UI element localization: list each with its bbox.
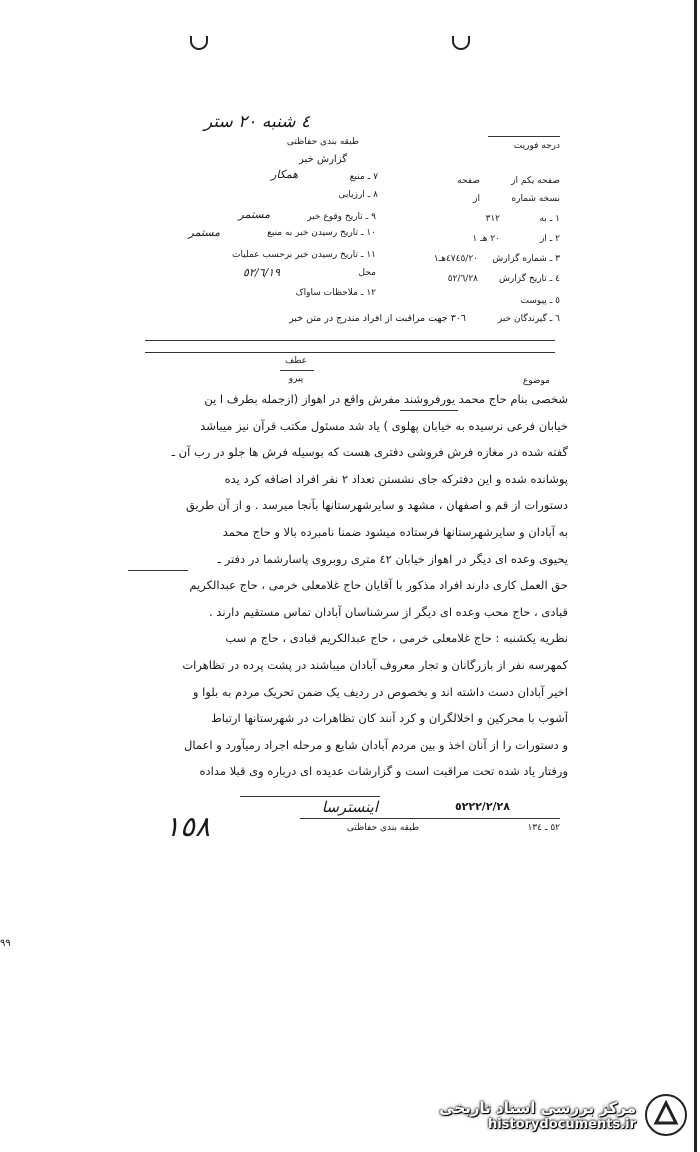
field-11-label: ١١ ـ تاریخ رسیدن خبر برحسب عملیات bbox=[232, 250, 376, 260]
body-line: خیابان فرعی نرسیده به خیابان پهلوی ) یاد شد مسئول مکتب قرآن نیز میباشد bbox=[200, 418, 568, 433]
item-6-label: ٦ ـ گیرندگان خبر bbox=[497, 314, 560, 324]
item-1-label: ١ ـ به bbox=[539, 214, 560, 224]
field-11-location: محل bbox=[358, 268, 376, 278]
page-of: صفحه یکم از bbox=[511, 176, 560, 186]
item-3-label: ٣ ـ شماره گزارش bbox=[492, 254, 560, 264]
field-9-value: مستمر bbox=[238, 208, 270, 221]
field-7-value: همکار bbox=[271, 168, 298, 181]
stamp-signature: اینسترسا bbox=[321, 798, 378, 816]
field-7-label: ٧ ـ منبع bbox=[349, 172, 378, 182]
field-12-label: ١٢ ـ ملاحظات ساواک bbox=[295, 288, 376, 298]
item-6-value: ٣٠٦ جهت مراقبت از افراد مندرج در متن خبر bbox=[289, 313, 466, 324]
punch-hole-left bbox=[190, 36, 208, 50]
report-title: گزارش خبر bbox=[299, 154, 347, 165]
classification-top: طبقه بندی حفاظتی bbox=[286, 137, 360, 147]
body-line: به آبادان و سایرشهرستانها فرستاده میشود ضمنا نامبرده بالا و حاج محمد bbox=[222, 524, 568, 539]
header-rule-2 bbox=[145, 352, 555, 353]
field-8-label: ٨ ـ ارزیابی bbox=[338, 190, 378, 200]
stamp-number: ٥٢٢٢/٢/٢٨ bbox=[454, 800, 510, 813]
margin-number: ٩٩ bbox=[0, 938, 11, 949]
watermark-text bbox=[439, 1099, 636, 1132]
handwritten-page-number: ١٥٨ bbox=[164, 810, 210, 843]
header-rule-1 bbox=[145, 340, 555, 341]
subject-label: موضوع bbox=[522, 376, 550, 386]
body-line: یحیوی وعده ای دیگر در اهواز خیابان ٤٢ متری روبروی پاسارشما در دفتر ـ bbox=[217, 551, 568, 566]
watermark-url: historydocuments.ir bbox=[487, 1116, 636, 1132]
body-line: کمهرسه نفر از بازرگانان و تجار معروف آبادان میباشند در پشت پرده در تظاهرات bbox=[182, 657, 568, 672]
field-10-value: مستمر bbox=[188, 226, 220, 239]
body-line: گفته شده در مغازه فرش فروشی دفتری هست که بوسیله فرش ها جلو در رب آن ـ bbox=[171, 445, 568, 460]
body-line: و دستورات را از آنان اخذ و بین مردم آبادان شایع و مرحله اجراد رمیآورد و اعمال bbox=[184, 737, 568, 752]
body-line: پوشانده شده و این دفترکه جای نشستن تعداد ٢ نفر افراد اضافه کرد یده bbox=[224, 471, 568, 486]
archive-logo-icon bbox=[644, 1093, 688, 1137]
subject-follow: پیرو bbox=[288, 374, 304, 384]
item-4-value: ٥٢/٦/٢٨ bbox=[447, 274, 478, 284]
item-2-value: ٢٠ هـ ١ bbox=[472, 234, 500, 244]
body-line: حق العمل کاری دارند افراد مذکور با آقایان حاج غلامعلی خرمی ، حاج عبدالکریم bbox=[189, 578, 568, 593]
body-line: آشوب با محرکین و اخلالگران و کرد آنند کان تظاهرات در شهرستانها ارتباط bbox=[211, 711, 568, 726]
classification-bottom: طبقه بندی حفاظتی bbox=[346, 823, 420, 833]
copy-from-label: از bbox=[473, 194, 480, 204]
body-line: نظریه یکشنبه : حاج غلامعلی خرمی ، حاج عبدالکریم قبادی ، حاج م سب bbox=[225, 631, 568, 646]
page-edge bbox=[694, 0, 697, 1152]
page-label: صفحه bbox=[457, 176, 480, 186]
item-5-label: ٥ ـ پیوست bbox=[520, 296, 560, 306]
subject-ref-rule bbox=[280, 370, 314, 371]
watermark bbox=[439, 1086, 688, 1144]
footer-rule bbox=[300, 818, 560, 819]
field-10-label: ١٠ ـ تاریخ رسیدن خبر به منبع bbox=[267, 228, 376, 238]
field-11-value: ٥٢/٦/١٩ bbox=[243, 266, 280, 279]
underline-mark bbox=[240, 796, 380, 797]
report-body bbox=[128, 386, 568, 785]
copy-number-label: نسخه شماره bbox=[511, 194, 560, 204]
item-4-label: ٤ ـ تاریخ گزارش bbox=[498, 274, 560, 284]
body-line: قبادی ، حاج محب وعده ای دیگر از سرشناسان آبادان تماس مستقیم دارند . bbox=[209, 604, 568, 619]
priority-label: درجه فوریت bbox=[513, 141, 560, 151]
punch-hole-right bbox=[452, 36, 470, 50]
priority-rule bbox=[488, 136, 560, 137]
handwritten-note: ٤ شنبه ٢٠ ستر bbox=[203, 112, 310, 132]
underline-mark bbox=[128, 570, 188, 571]
watermark-title: مرکز بررسی اسناد تاریخی bbox=[439, 1098, 636, 1117]
item-2-label: ٢ ـ از bbox=[539, 234, 560, 244]
subject-ref: عطف bbox=[284, 356, 308, 366]
field-9-label: ٩ ـ تاریخ وقوع خبر bbox=[307, 212, 376, 222]
item-1-value: ٣١٢ bbox=[485, 214, 500, 224]
body-line: شخصی بنام حاج محمد یورفروشند مفرش واقع در اهواز (ازجمله بطرف ا ین bbox=[204, 392, 568, 406]
body-line: اخیر آبادان دست داشته اند و بخصوص در ردیف یک ضمن تحریک مردم به بلوا و bbox=[192, 684, 568, 699]
body-line: دستورات از قم و اصفهان ، مشهد و سایرشهرستانها بآنجا میرسد . و از آن طریق bbox=[185, 498, 568, 513]
item-3-value: ٤٧٤٥/٢٠هـ١ bbox=[433, 254, 478, 264]
underline-mark bbox=[400, 410, 458, 411]
body-line: ورفتار یاد شده تحت مراقبت است و گزارشات عدیده ای درباره وی قبلا مداده bbox=[199, 764, 568, 779]
form-code: ٥٢ ـ ١٣٤ bbox=[527, 823, 560, 833]
